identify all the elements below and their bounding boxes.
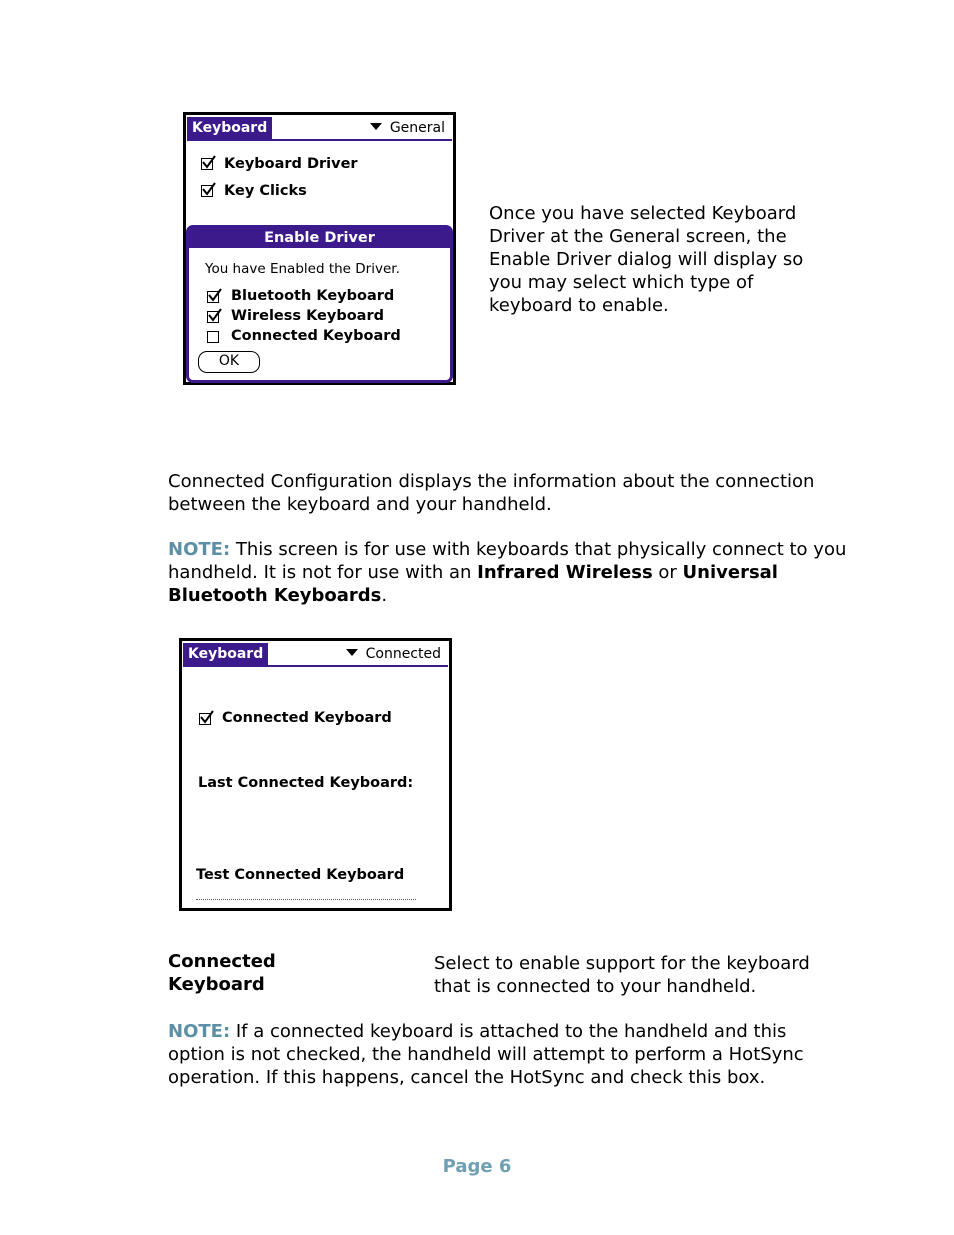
- checkmark-icon: [201, 155, 217, 171]
- screen-title: Keyboard: [183, 643, 268, 665]
- checkmark-icon: [199, 710, 215, 726]
- connected-keyboard-label: Connected Keyboard: [222, 710, 392, 726]
- test-connected-label[interactable]: Test Connected Keyboard: [196, 867, 405, 883]
- category-dropdown[interactable]: [346, 645, 441, 663]
- ok-button[interactable]: OK: [198, 351, 260, 373]
- enable-driver-dialog: [186, 225, 453, 383]
- connected-config-paragraph: Connected Configuration displays the information about the connection between the keyboard and your handheld.: [168, 471, 815, 515]
- checkmark-icon: [201, 182, 217, 198]
- wireless-keyboard-label: Wireless Keyboard: [231, 308, 384, 324]
- last-connected-label: Last Connected Keyboard:: [198, 775, 414, 791]
- note-hotsync: [168, 1020, 848, 1089]
- connected-keyboard-checkbox[interactable]: [199, 713, 211, 725]
- note-bold-bluetooth: Universal Bluetooth Keyboards: [168, 562, 778, 606]
- screen-title: Keyboard: [187, 117, 272, 139]
- keyboard-driver-checkbox[interactable]: [201, 158, 213, 170]
- note-label: NOTE:: [168, 539, 231, 560]
- keyboard-connected-screenshot: [179, 638, 452, 911]
- test-input-dotted-line[interactable]: [196, 899, 416, 900]
- note-text: If a connected keyboard is attached to the handheld and this option is not checked, the handheld will attempt to perform a HotSync operation. If this happens, cancel the HotSync and check this box.: [168, 1021, 804, 1088]
- keyboard-general-screenshot: [183, 112, 456, 385]
- key-clicks-label: Key Clicks: [224, 183, 307, 199]
- note-label: NOTE:: [168, 1021, 231, 1042]
- note-bold-infrared: Infrared Wireless: [477, 562, 653, 583]
- wireless-keyboard-checkbox[interactable]: [207, 311, 219, 323]
- note-text-b: or: [652, 562, 683, 583]
- dropdown-arrow-icon: [370, 123, 382, 130]
- note-text-a: This screen is for use with keyboards that physically connect to you handheld. It is not for use with an: [168, 539, 847, 583]
- dialog-message: You have Enabled the Driver.: [205, 261, 400, 277]
- bluetooth-keyboard-label: Bluetooth Keyboard: [231, 288, 395, 304]
- note-physical-connect: [168, 538, 848, 607]
- enable-driver-description: Once you have selected Keyboard Driver at the General screen, the Enable Driver dialog will display so you may select which type of keyboard to enable.: [489, 203, 804, 316]
- title-underline: [187, 139, 452, 141]
- connected-keyboard-checkbox[interactable]: [207, 331, 219, 343]
- connected-keyboard-label: Connected Keyboard: [231, 328, 401, 344]
- definition-term: Connected Keyboard: [168, 951, 276, 995]
- key-clicks-checkbox[interactable]: [201, 185, 213, 197]
- definition-description: Select to enable support for the keyboard that is connected to your handheld.: [434, 953, 810, 997]
- checkmark-icon: [207, 308, 223, 324]
- category-dropdown[interactable]: [370, 119, 445, 137]
- page-number: Page 6: [442, 1156, 512, 1177]
- dialog-title: Enable Driver: [189, 228, 450, 248]
- title-underline: [183, 665, 448, 667]
- checkmark-icon: [207, 288, 223, 304]
- dropdown-value: Connected: [365, 646, 441, 662]
- bluetooth-keyboard-checkbox[interactable]: [207, 291, 219, 303]
- note-text-c: .: [381, 585, 388, 606]
- dropdown-value: General: [389, 120, 445, 136]
- keyboard-driver-label: Keyboard Driver: [224, 156, 358, 172]
- dropdown-arrow-icon: [346, 649, 358, 656]
